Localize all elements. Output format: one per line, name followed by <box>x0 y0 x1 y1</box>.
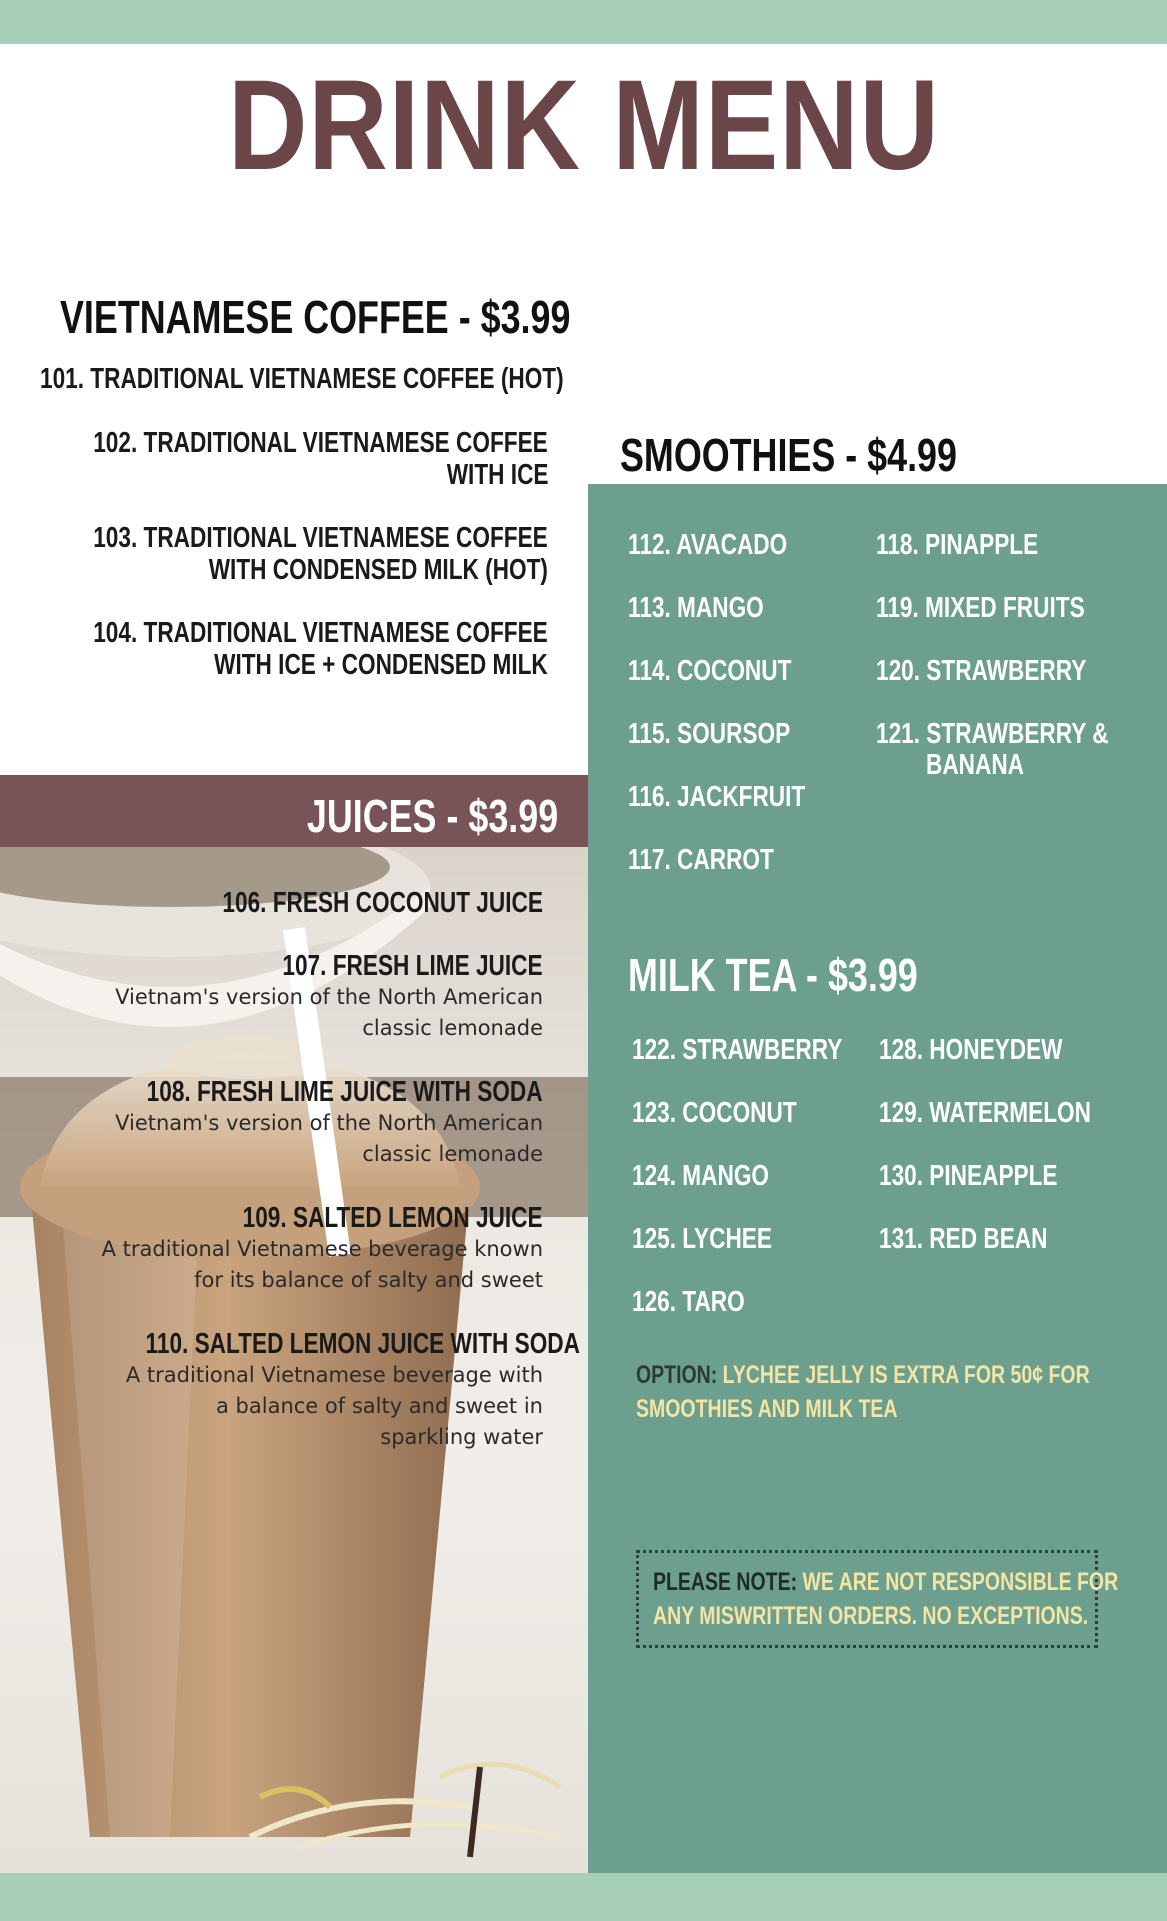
smoothie-item-116: 116. JACKFRUIT <box>628 781 806 813</box>
juices-heading: JUICES - $3.99 <box>306 790 558 842</box>
please-note-box <box>636 1550 1119 1648</box>
milk-tea-item-126: 126. TARO <box>632 1286 745 1318</box>
option-note: OPTION: LYCHEE JELLY IS EXTRA FOR 50¢ FOR SMOOTHIES AND MILK TEA <box>636 1361 1090 1423</box>
coffee-item-104: 104. TRADITIONAL VIETNAMESE COFFEE WITH ICE + CONDENSED MILK <box>93 617 548 681</box>
smoothie-item-113: 113. MANGO <box>628 592 764 624</box>
smoothies-heading: SMOOTHIES - $4.99 <box>620 429 957 481</box>
juice-item-107: 107. FRESH LIME JUICE Vietnam's version of the North American classic lemonade <box>115 950 543 1040</box>
milk-tea-item-122: 122. STRAWBERRY <box>632 1034 843 1066</box>
milk-tea-item-129: 129. WATERMELON <box>879 1097 1091 1129</box>
milk-tea-item-124: 124. MANGO <box>632 1160 770 1192</box>
milk-tea-item-128: 128. HONEYDEW <box>879 1034 1063 1066</box>
juice-item-108: 108. FRESH LIME JUICE WITH SODA Vietnam's version of the North American classic lemonade <box>115 1076 543 1166</box>
smoothie-item-117: 117. CARROT <box>628 844 774 876</box>
option-label: OPTION: <box>636 1361 718 1389</box>
juice-item-106: 106. FRESH COCONUT JUICE <box>222 887 543 919</box>
juice-item-109: 109. SALTED LEMON JUICE A traditional Vietnamese beverage known for its balance of salty and sweet <box>101 1202 543 1292</box>
juices-header-bar <box>0 775 588 847</box>
bottom-band <box>0 1873 1167 1921</box>
smoothie-item-114: 114. COCONUT <box>628 655 792 687</box>
smoothie-item-112: 112. AVACADO <box>628 529 788 561</box>
milk-tea-heading: MILK TEA - $3.99 <box>628 949 918 1001</box>
smoothie-item-121: 121. STRAWBERRY & <box>876 718 1109 750</box>
coffee-item-102: 102. TRADITIONAL VIETNAMESE COFFEE WITH ICE <box>93 427 548 491</box>
iced-coffee-photo <box>0 847 588 1873</box>
milk-tea-item-131: 131. RED BEAN <box>879 1223 1048 1255</box>
top-band <box>0 0 1167 44</box>
smoothie-item-120: 120. STRAWBERRY <box>876 655 1087 687</box>
smoothie-item-119: 119. MIXED FRUITS <box>876 592 1085 624</box>
please-note-text: PLEASE NOTE: WE ARE NOT RESPONSIBLE FOR ANY MISWRITTEN ORDERS. NO EXCEPTIONS. <box>653 1568 1119 1630</box>
menu-title: DRINK MENU <box>227 54 940 197</box>
smoothie-item-121-cont: BANANA <box>926 749 1025 781</box>
smoothie-item-115: 115. SOURSOP <box>628 718 791 750</box>
juice-item-110: 110. SALTED LEMON JUICE WITH SODA A traditional Vietnamese beverage with a balance of salty and sweet in sparkling water <box>125 1328 580 1449</box>
smoothie-item-118: 118. PINAPPLE <box>876 529 1039 561</box>
milk-tea-item-123: 123. COCONUT <box>632 1097 797 1129</box>
coffee-heading: VIETNAMESE COFFEE - $3.99 <box>60 291 571 343</box>
coffee-item-101: 101. TRADITIONAL VIETNAMESE COFFEE (HOT) <box>40 363 564 395</box>
milk-tea-item-125: 125. LYCHEE <box>632 1223 772 1255</box>
coffee-item-103: 103. TRADITIONAL VIETNAMESE COFFEE WITH CONDENSED MILK (HOT) <box>93 522 548 586</box>
milk-tea-item-130: 130. PINEAPPLE <box>879 1160 1058 1192</box>
please-note-label: PLEASE NOTE: <box>653 1568 798 1596</box>
